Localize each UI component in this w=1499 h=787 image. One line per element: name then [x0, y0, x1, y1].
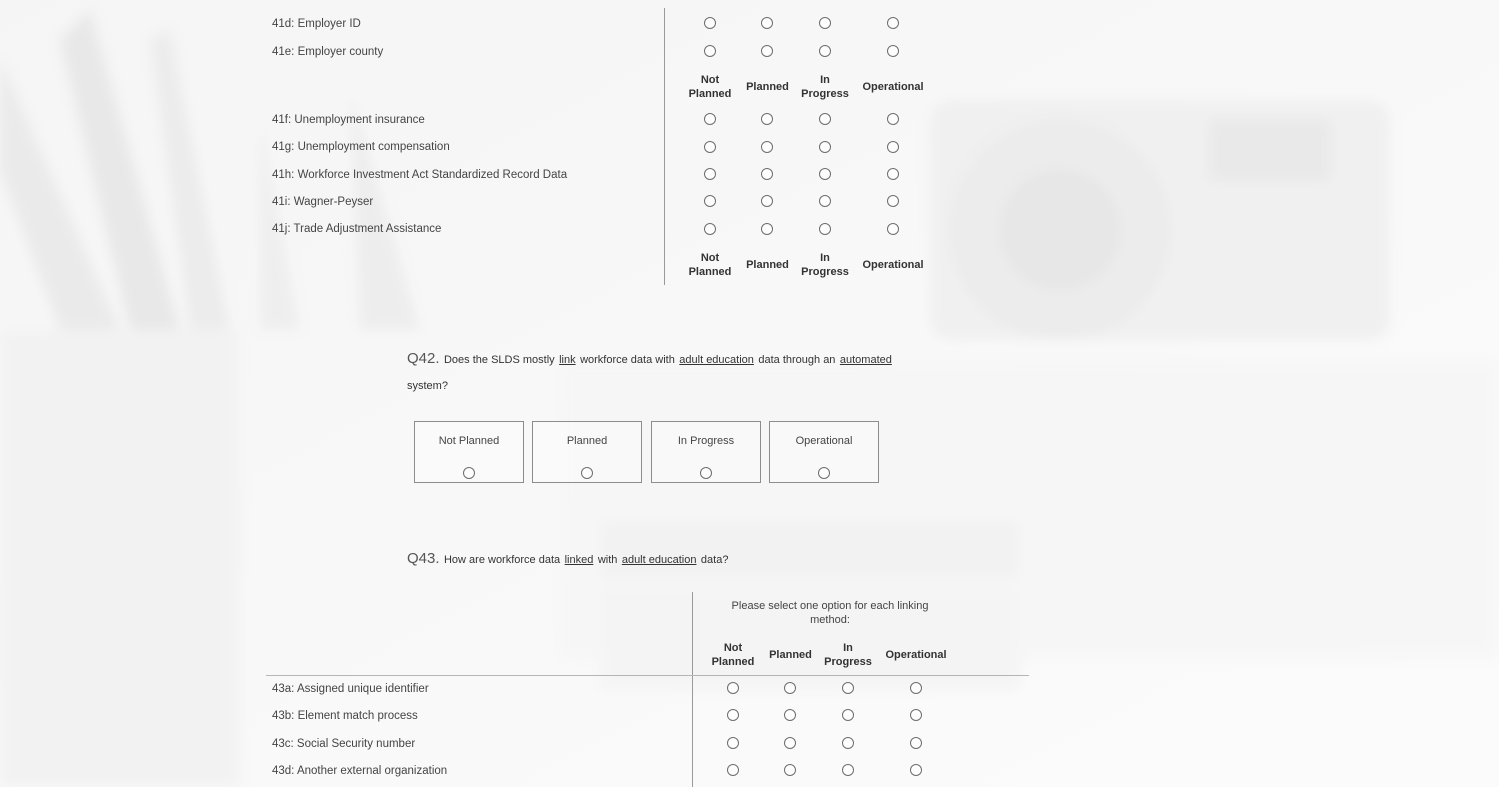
radio-43c-not-planned[interactable] [727, 737, 739, 749]
col-header-planned: Planned [746, 81, 789, 93]
col-header-operational: Operational [862, 259, 924, 271]
q42-option-label: In Progress [677, 435, 735, 447]
q43-text [407, 550, 728, 568]
q42-link-adult-education[interactable]: adult education [679, 354, 754, 366]
q43-divider [692, 592, 693, 787]
radio-41e-operational[interactable] [887, 45, 899, 57]
radio-41g-operational[interactable] [887, 141, 899, 153]
col-header-operational: Operational [862, 81, 924, 93]
radio-43d-in-progress[interactable] [842, 764, 854, 776]
radio-43a-operational[interactable] [910, 682, 922, 694]
q42-option-planned[interactable] [532, 421, 642, 483]
radio-41j-in-progress[interactable] [819, 223, 831, 235]
q42-link-link[interactable]: link [559, 354, 576, 366]
radio-43d-planned[interactable] [784, 764, 796, 776]
q42-text-part2: workforce data with [580, 354, 675, 366]
row-label-41h: 41h: Workforce Investment Act Standardized Record Data [272, 169, 568, 181]
q43-text-part3: data? [700, 554, 729, 566]
q41-divider [664, 8, 665, 285]
radio-41e-planned[interactable] [761, 45, 773, 57]
radio-43c-operational[interactable] [910, 737, 922, 749]
radio-41f-operational[interactable] [887, 113, 899, 125]
radio-43c-planned[interactable] [784, 737, 796, 749]
q42-text-line2: system? [407, 380, 448, 392]
q43-instruction-line2: method: [810, 614, 850, 626]
row-label-41e: 41e: Employer county [272, 46, 384, 58]
radio-43b-not-planned[interactable] [727, 709, 739, 721]
radio-43a-in-progress[interactable] [842, 682, 854, 694]
col-header-in-progress: In Progress [801, 252, 849, 278]
radio-41h-in-progress[interactable] [819, 168, 831, 180]
q42-text-part3: data through an [758, 354, 836, 366]
q42-number: Q42. [407, 350, 440, 367]
q42-option-operational[interactable] [769, 421, 879, 483]
row-label-43b: 43b: Element match process [272, 710, 418, 722]
radio-41e-not-planned[interactable] [704, 45, 716, 57]
radio-41j-operational[interactable] [887, 223, 899, 235]
row-label-41g: 41g: Unemployment compensation [272, 141, 450, 153]
radio-41f-planned[interactable] [761, 113, 773, 125]
q42-option-in-progress[interactable] [651, 421, 761, 483]
row-label-41i: 41i: Wagner-Peyser [272, 196, 374, 208]
q42-radio-operational[interactable] [818, 467, 830, 479]
radio-41i-not-planned[interactable] [704, 195, 716, 207]
radio-41d-not-planned[interactable] [704, 17, 716, 29]
row-label-43a: 43a: Assigned unique identifier [272, 683, 429, 695]
radio-41i-operational[interactable] [887, 195, 899, 207]
radio-41i-in-progress[interactable] [819, 195, 831, 207]
q42-radio-not-planned[interactable] [463, 467, 475, 479]
col-header-not-planned: Not Planned [688, 74, 732, 100]
row-label-41d: 41d: Employer ID [272, 18, 361, 30]
radio-43b-operational[interactable] [910, 709, 922, 721]
q42-text-line1 [407, 350, 892, 368]
radio-43b-in-progress[interactable] [842, 709, 854, 721]
q43-number: Q43. [407, 550, 440, 567]
radio-41i-planned[interactable] [761, 195, 773, 207]
radio-41d-planned[interactable] [761, 17, 773, 29]
col-header-planned: Planned [769, 649, 812, 661]
q42-radio-planned[interactable] [581, 467, 593, 479]
radio-41f-not-planned[interactable] [704, 113, 716, 125]
radio-41j-not-planned[interactable] [704, 223, 716, 235]
q42-option-label: Operational [795, 435, 853, 447]
radio-41g-not-planned[interactable] [704, 141, 716, 153]
q42-option-not-planned[interactable] [414, 421, 524, 483]
radio-41h-not-planned[interactable] [704, 168, 716, 180]
q43-instruction-line1: Please select one option for each linking [731, 600, 929, 612]
radio-41g-in-progress[interactable] [819, 141, 831, 153]
radio-43a-planned[interactable] [784, 682, 796, 694]
q43-header-rule [266, 675, 1029, 676]
radio-43a-not-planned[interactable] [727, 682, 739, 694]
q42-link-automated[interactable]: automated [839, 354, 892, 366]
radio-43c-in-progress[interactable] [842, 737, 854, 749]
q43-link-linked[interactable]: linked [564, 554, 594, 566]
radio-41h-planned[interactable] [761, 168, 773, 180]
q42-option-label: Not Planned [438, 435, 500, 447]
col-header-not-planned: Not Planned [688, 252, 732, 278]
radio-41h-operational[interactable] [887, 168, 899, 180]
col-header-not-planned: Not Planned [711, 642, 755, 668]
radio-41d-in-progress[interactable] [819, 17, 831, 29]
row-label-43d: 43d: Another external organization [272, 765, 448, 777]
radio-43d-not-planned[interactable] [727, 764, 739, 776]
col-header-in-progress: In Progress [824, 642, 872, 668]
col-header-planned: Planned [746, 259, 789, 271]
col-header-in-progress: In Progress [801, 74, 849, 100]
q43-text-part2: with [597, 554, 618, 566]
q42-text-part1: Does the SLDS mostly [443, 354, 555, 366]
col-header-operational: Operational [885, 649, 947, 661]
q42-radio-in-progress[interactable] [700, 467, 712, 479]
radio-43d-operational[interactable] [910, 764, 922, 776]
radio-41d-operational[interactable] [887, 17, 899, 29]
radio-43b-planned[interactable] [784, 709, 796, 721]
q42-option-label: Planned [566, 435, 608, 447]
radio-41f-in-progress[interactable] [819, 113, 831, 125]
q43-text-part1: How are workforce data [443, 554, 561, 566]
q43-link-adult-education[interactable]: adult education [621, 554, 697, 566]
row-label-41j: 41j: Trade Adjustment Assistance [272, 223, 442, 235]
row-label-43c: 43c: Social Security number [272, 738, 416, 750]
radio-41g-planned[interactable] [761, 141, 773, 153]
radio-41e-in-progress[interactable] [819, 45, 831, 57]
row-label-41f: 41f: Unemployment insurance [272, 114, 425, 126]
q43-instruction [720, 599, 940, 627]
radio-41j-planned[interactable] [761, 223, 773, 235]
